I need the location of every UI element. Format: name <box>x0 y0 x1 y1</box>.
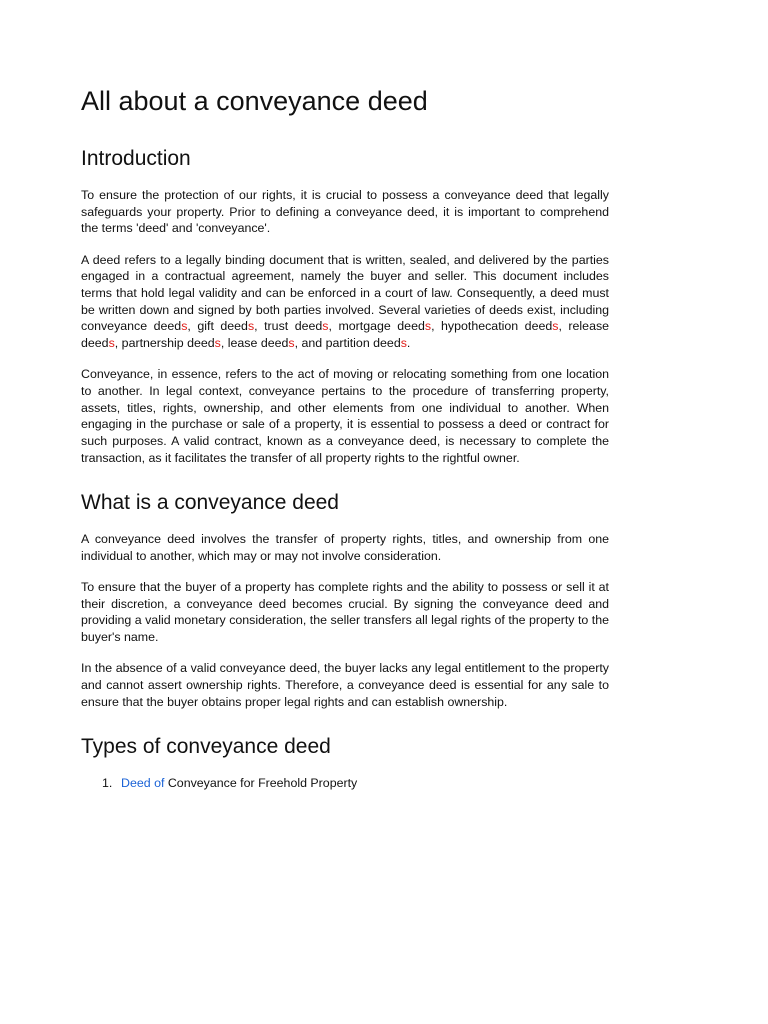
deed-type-name: mortgage deed <box>338 319 425 334</box>
deed-type-separator: , <box>431 319 442 334</box>
deed-type-name: release deed <box>81 319 610 351</box>
intro-paragraph-1: To ensure the protection of our rights, it is crucial to possess a conveyance deed that legally safeguards your property. Prior to defining a conveyance deed, it is important to comprehend the terms 'deed' and 'conveyance'. <box>81 188 609 236</box>
deed-type-name: partnership deed <box>121 336 215 351</box>
list-item-text: Conveyance for Freehold Property <box>164 775 358 790</box>
section-heading-introduction: Introduction <box>81 147 191 170</box>
deed-type-name: hypothecation deed <box>441 319 553 334</box>
deed-type-suffix: s <box>247 319 255 334</box>
list-item-number: 1. <box>102 775 113 790</box>
deed-type-name: partition deed <box>325 336 401 351</box>
deed-type-suffix: s <box>214 336 221 351</box>
deed-type-name: trust deed <box>264 319 323 334</box>
intro-paragraph-2-lead: A deed refers to a legally binding document that is written, sealed, and delivered by the parties engaged in a contractual agreement, namely the buyer and seller. This document includes terms that hold legal validity and can be enforced in a court of law. Consequently, a deed must be written down and signed by both parties involved. Several varieties of deeds exist, including <box>81 252 609 317</box>
deed-type-suffix: s <box>400 336 407 351</box>
what-is-paragraph-1: A conveyance deed involves the transfer of property rights, titles, and ownership from one individual to another, which may or may not involve consideration. <box>81 532 609 563</box>
deed-types-inline-list <box>81 319 609 350</box>
types-list-item <box>81 775 609 792</box>
intro-paragraph-3: Conveyance, in essence, refers to the act of moving or relocating something from one location to another. In legal context, conveyance pertains to the procedure of transferring property, assets, titles, rights, ownership, and other elements from one individual to another. When engaging in the purchase or sale of a property, it is essential to possess a deed or contract for such purposes. A valid contract, known as a conveyance deed, is necessary to complete the transaction, as it facilitates the transfer of all property rights to the rightful owner. <box>81 367 609 465</box>
deed-type-suffix: s <box>108 336 115 351</box>
section-heading-types: Types of conveyance deed <box>81 734 331 758</box>
deed-type-separator: , <box>114 336 122 351</box>
what-is-paragraph-2: To ensure that the buyer of a property has complete rights and the ability to possess or sell it at their discretion, a conveyance deed becomes crucial. By signing the conveyance deed and providing a valid monetary consideration, the seller transfers all legal rights of the property to the buyer's name. <box>81 579 609 645</box>
deed-type-separator: . <box>406 336 411 351</box>
deed-type-name: conveyance deed <box>81 319 182 334</box>
deed-of-link[interactable]: Deed of <box>121 775 165 790</box>
deed-type-suffix: s <box>552 319 559 334</box>
deed-type-suffix: s <box>424 319 432 334</box>
deed-type-separator: , <box>254 319 265 334</box>
deed-type-separator: , <box>187 319 198 334</box>
document-page <box>81 84 609 792</box>
deed-type-name: gift deed <box>197 319 248 334</box>
deed-type-suffix: s <box>322 319 329 334</box>
types-list <box>81 775 609 792</box>
deed-type-suffix: s <box>288 336 295 351</box>
page-title: All about a conveyance deed <box>81 86 428 116</box>
deed-type-separator: , <box>220 336 228 351</box>
deed-type-suffix: s <box>181 319 188 334</box>
deed-type-separator: , and <box>294 336 326 351</box>
section-heading-what-is: What is a conveyance deed <box>81 491 339 515</box>
deed-type-name: lease deed <box>227 336 289 351</box>
what-is-paragraph-3: In the absence of a valid conveyance deed, the buyer lacks any legal entitlement to the property and cannot assert ownership rights. Therefore, a conveyance deed is essential for any sale to ensure that the buyer obtains proper legal rights and can establish ownership. <box>81 661 609 709</box>
deed-type-separator: , <box>328 319 339 334</box>
deed-type-separator: , <box>558 319 569 334</box>
intro-paragraph-2 <box>81 252 609 352</box>
